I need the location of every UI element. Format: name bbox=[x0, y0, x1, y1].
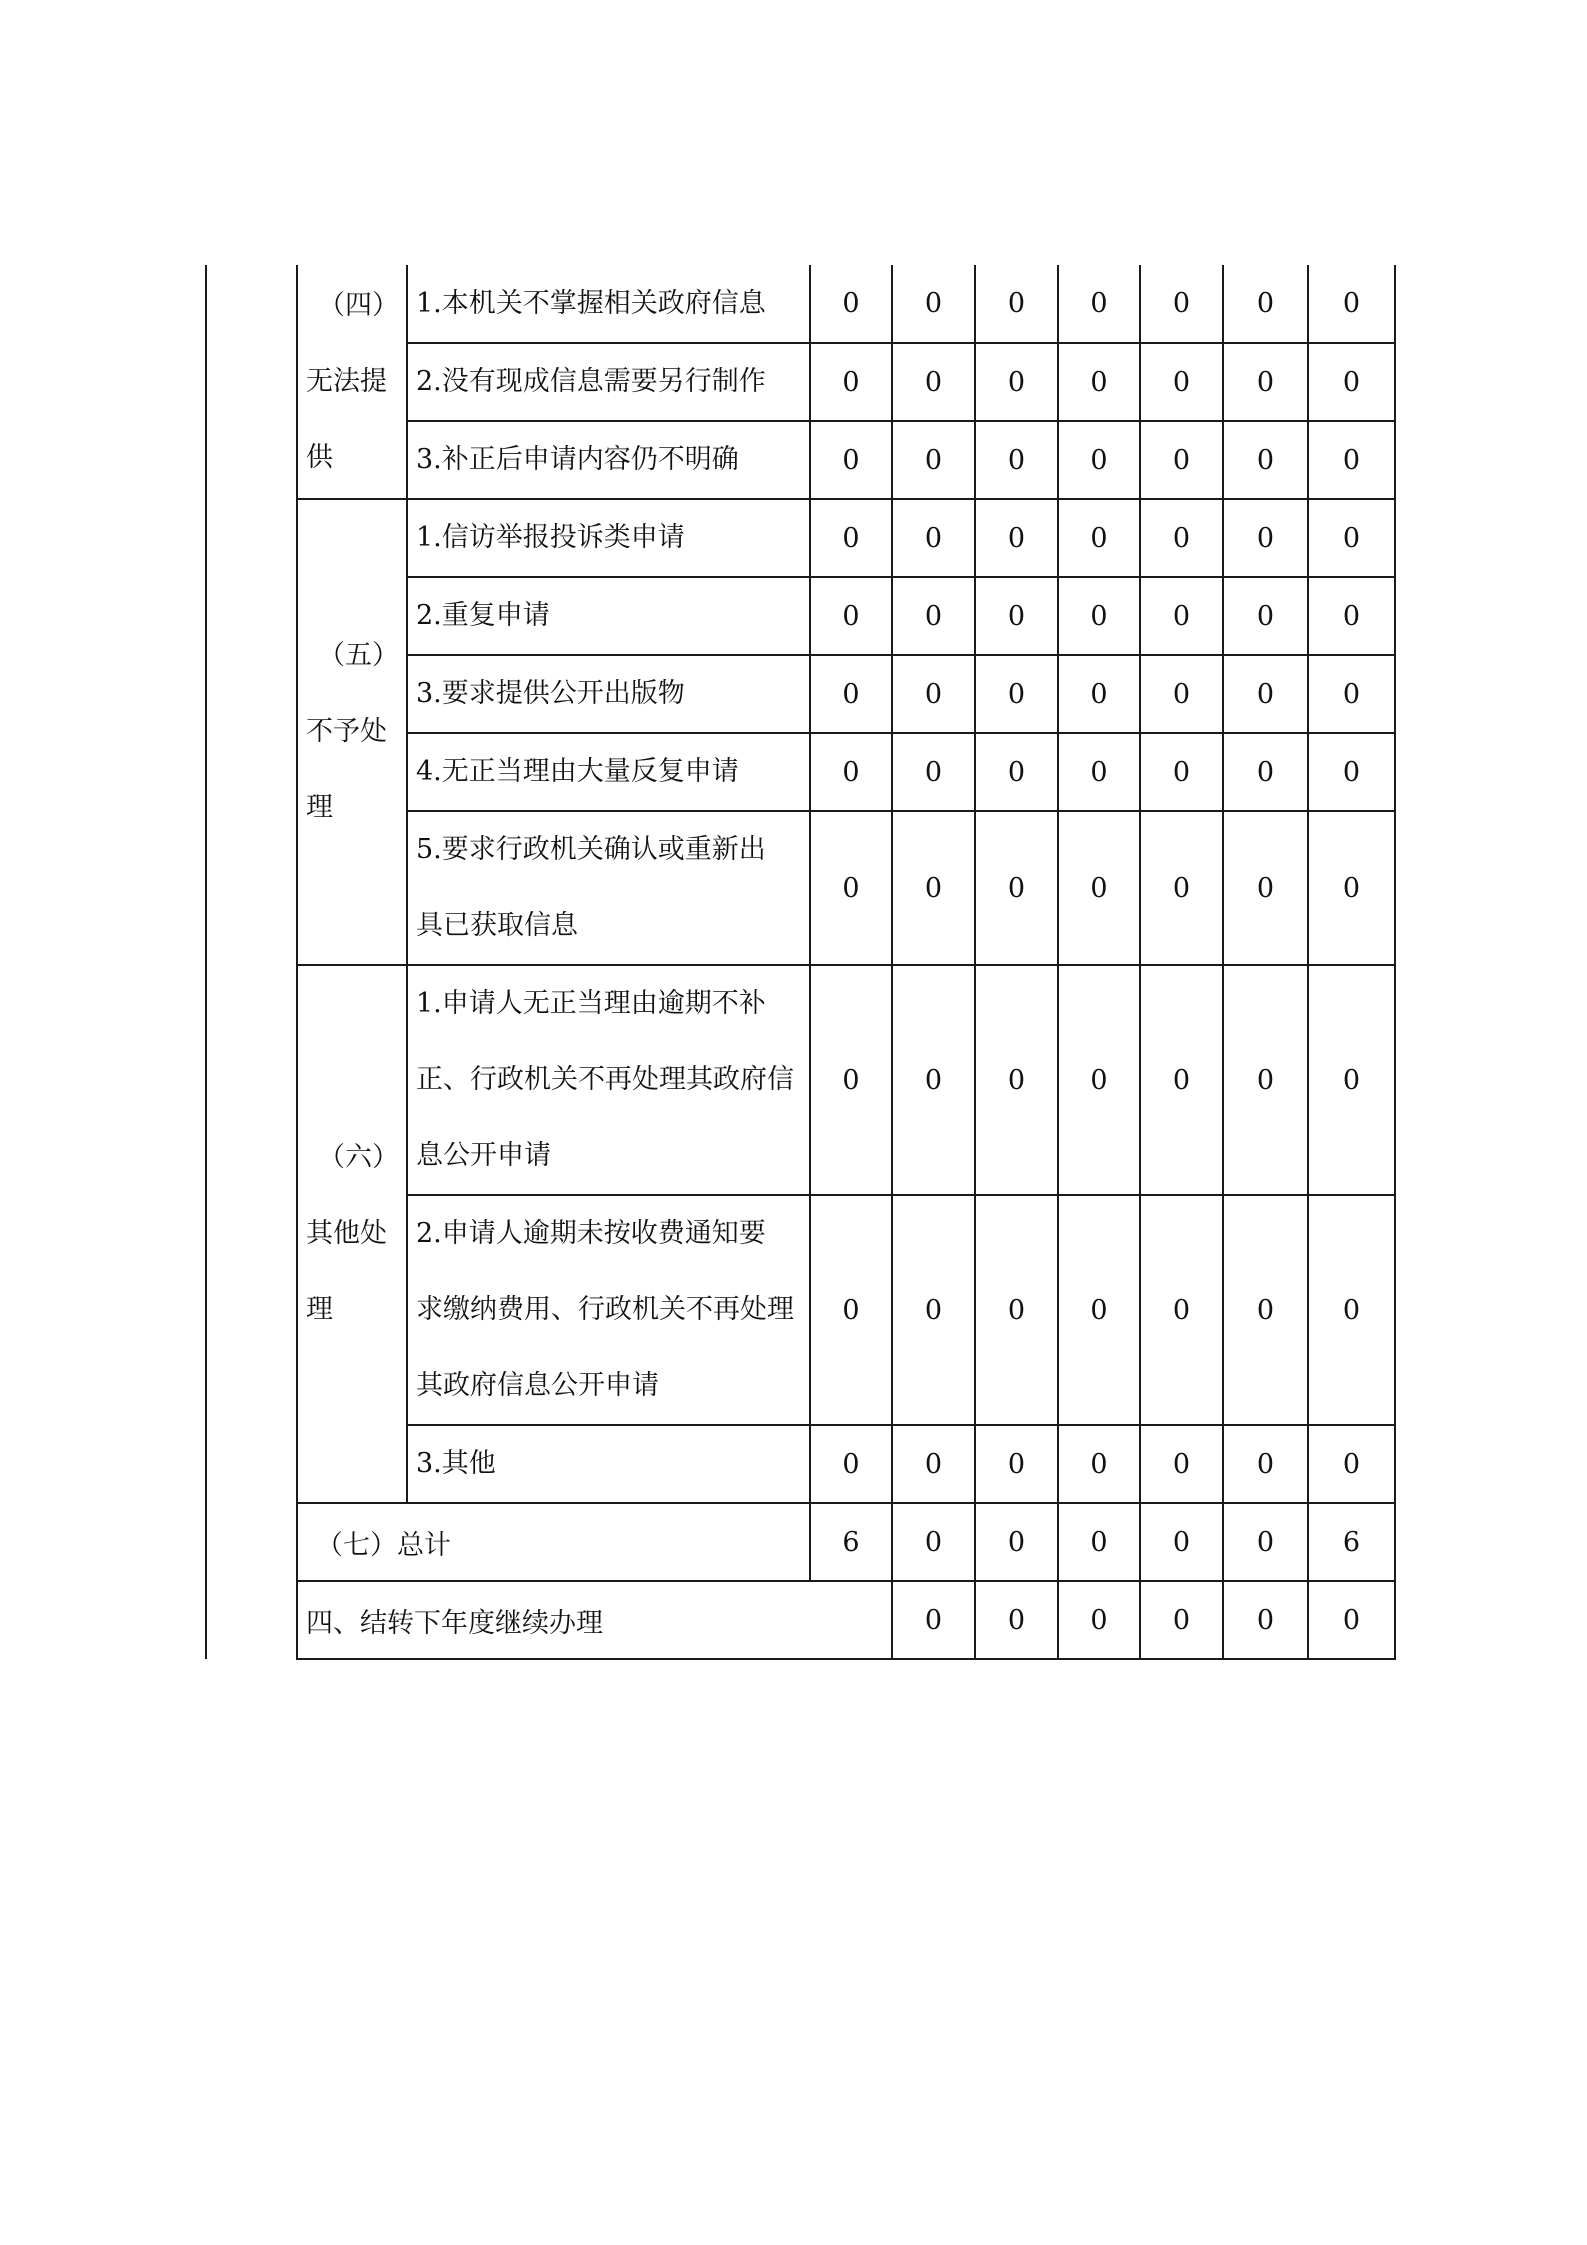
value-cell: 0 bbox=[1308, 499, 1395, 577]
table-row-total bbox=[206, 1503, 1395, 1581]
value-cell: 0 bbox=[975, 265, 1058, 343]
table-row-carry-over bbox=[206, 1581, 1395, 1659]
value-cell: 0 bbox=[810, 965, 892, 1195]
row-label-line: 具已获取信息 bbox=[416, 910, 578, 941]
outer-category-cell bbox=[206, 265, 297, 1659]
row-label: 1.本机关不掌握相关政府信息 bbox=[407, 265, 810, 343]
value-cell: 0 bbox=[810, 1195, 892, 1425]
value-cell: 0 bbox=[1058, 811, 1140, 965]
value-cell: 0 bbox=[1223, 577, 1308, 655]
row-label-line: 正、行政机关不再处理其政府信 bbox=[416, 1064, 794, 1095]
value-cell: 0 bbox=[1308, 577, 1395, 655]
row-label-line: 息公开申请 bbox=[416, 1140, 551, 1171]
value-cell: 0 bbox=[1058, 965, 1140, 1195]
value-cell: 0 bbox=[1308, 733, 1395, 811]
value-cell: 0 bbox=[1058, 265, 1140, 343]
value-cell: 0 bbox=[1308, 811, 1395, 965]
value-cell: 0 bbox=[1223, 343, 1308, 421]
value-cell: 6 bbox=[810, 1503, 892, 1581]
value-cell: 0 bbox=[892, 265, 975, 343]
value-cell: 0 bbox=[975, 499, 1058, 577]
value-cell: 0 bbox=[1058, 1503, 1140, 1581]
row-label: 2.没有现成信息需要另行制作 bbox=[407, 343, 810, 421]
table-row bbox=[206, 965, 1395, 1195]
value-cell: 0 bbox=[1223, 1581, 1308, 1659]
value-cell: 0 bbox=[1308, 655, 1395, 733]
value-cell: 0 bbox=[1058, 1425, 1140, 1503]
row-label: 4.无正当理由大量反复申请 bbox=[407, 733, 810, 811]
value-cell: 0 bbox=[1058, 577, 1140, 655]
value-cell: 0 bbox=[1058, 343, 1140, 421]
group-label-line: 供 bbox=[306, 441, 333, 473]
value-cell: 0 bbox=[892, 499, 975, 577]
value-cell: 0 bbox=[1140, 265, 1223, 343]
value-cell: 0 bbox=[810, 577, 892, 655]
value-cell: 0 bbox=[975, 343, 1058, 421]
value-cell: 0 bbox=[810, 499, 892, 577]
table-row bbox=[206, 499, 1395, 577]
value-cell: 0 bbox=[1223, 499, 1308, 577]
value-cell: 0 bbox=[892, 1425, 975, 1503]
value-cell: 0 bbox=[1308, 1425, 1395, 1503]
value-cell: 0 bbox=[892, 733, 975, 811]
value-cell: 0 bbox=[1140, 499, 1223, 577]
group-label-line: （四） bbox=[318, 289, 399, 321]
value-cell: 0 bbox=[975, 1581, 1058, 1659]
row-label: 1.信访举报投诉类申请 bbox=[407, 499, 810, 577]
value-cell: 0 bbox=[1058, 1195, 1140, 1425]
value-cell: 0 bbox=[810, 421, 892, 499]
value-cell: 0 bbox=[1058, 733, 1140, 811]
value-cell: 0 bbox=[1140, 1425, 1223, 1503]
value-cell: 0 bbox=[1223, 265, 1308, 343]
group-label-line: 理 bbox=[306, 1294, 333, 1325]
value-cell: 0 bbox=[975, 733, 1058, 811]
value-cell: 0 bbox=[1308, 1195, 1395, 1425]
value-cell: 0 bbox=[975, 965, 1058, 1195]
group-label-line: 无法提 bbox=[306, 365, 387, 397]
row-label: 2.重复申请 bbox=[407, 577, 810, 655]
value-cell: 0 bbox=[892, 1581, 975, 1659]
value-cell: 0 bbox=[892, 421, 975, 499]
value-cell: 0 bbox=[1140, 1581, 1223, 1659]
row-label bbox=[407, 811, 810, 965]
value-cell: 0 bbox=[975, 421, 1058, 499]
value-cell: 0 bbox=[1140, 811, 1223, 965]
value-cell: 0 bbox=[1058, 499, 1140, 577]
value-cell: 0 bbox=[892, 655, 975, 733]
value-cell: 0 bbox=[810, 1425, 892, 1503]
value-cell: 0 bbox=[892, 811, 975, 965]
group-label-line: （六） bbox=[318, 1142, 399, 1173]
value-cell: 0 bbox=[1223, 733, 1308, 811]
row-label-line: 2.申请人逾期未按收费通知要 bbox=[416, 1218, 766, 1249]
group-label-line: 不予处 bbox=[306, 716, 387, 747]
row-label: 3.其他 bbox=[407, 1425, 810, 1503]
value-cell: 0 bbox=[1140, 1503, 1223, 1581]
value-cell: 0 bbox=[892, 577, 975, 655]
value-cell: 0 bbox=[1308, 1581, 1395, 1659]
table-row bbox=[206, 265, 1395, 343]
value-cell: 0 bbox=[1140, 421, 1223, 499]
value-cell: 0 bbox=[1140, 1195, 1223, 1425]
value-cell: 0 bbox=[1140, 733, 1223, 811]
value-cell: 0 bbox=[892, 1503, 975, 1581]
group-label-cell bbox=[297, 965, 407, 1503]
value-cell: 0 bbox=[810, 733, 892, 811]
value-cell: 0 bbox=[1140, 577, 1223, 655]
row-label-line: 求缴纳费用、行政机关不再处理 bbox=[416, 1294, 794, 1325]
value-cell: 0 bbox=[1058, 421, 1140, 499]
value-cell: 0 bbox=[1140, 655, 1223, 733]
value-cell: 0 bbox=[810, 655, 892, 733]
row-label bbox=[407, 965, 810, 1195]
value-cell: 0 bbox=[1223, 1195, 1308, 1425]
group-label-line: 其他处 bbox=[306, 1218, 387, 1249]
value-cell: 0 bbox=[1223, 1503, 1308, 1581]
value-cell: 0 bbox=[1140, 343, 1223, 421]
row-label-line: 1.申请人无正当理由逾期不补 bbox=[416, 988, 766, 1019]
group-label-cell bbox=[297, 265, 407, 499]
row-label-line: 其政府信息公开申请 bbox=[416, 1370, 659, 1401]
row-label: 3.补正后申请内容仍不明确 bbox=[407, 421, 810, 499]
value-cell: 0 bbox=[1308, 265, 1395, 343]
row-label bbox=[407, 1195, 810, 1425]
value-cell: 0 bbox=[810, 811, 892, 965]
value-cell: 0 bbox=[975, 577, 1058, 655]
value-cell: 0 bbox=[1140, 965, 1223, 1195]
value-cell: 0 bbox=[892, 343, 975, 421]
value-cell: 0 bbox=[892, 1195, 975, 1425]
value-cell: 0 bbox=[810, 343, 892, 421]
value-cell: 0 bbox=[1223, 421, 1308, 499]
value-cell: 0 bbox=[1223, 1425, 1308, 1503]
carry-over-label: 四、结转下年度继续办理 bbox=[297, 1581, 892, 1659]
value-cell: 0 bbox=[975, 655, 1058, 733]
statistics-table bbox=[205, 265, 1396, 1660]
value-cell: 0 bbox=[1308, 343, 1395, 421]
value-cell: 0 bbox=[975, 811, 1058, 965]
value-cell: 0 bbox=[892, 965, 975, 1195]
row-label-line: 5.要求行政机关确认或重新出 bbox=[416, 834, 766, 865]
group-label-line: 理 bbox=[306, 792, 333, 823]
value-cell: 0 bbox=[975, 1195, 1058, 1425]
value-cell: 0 bbox=[1308, 421, 1395, 499]
value-cell: 0 bbox=[975, 1503, 1058, 1581]
group-label-cell bbox=[297, 499, 407, 965]
value-cell: 0 bbox=[1223, 811, 1308, 965]
value-cell: 0 bbox=[975, 1425, 1058, 1503]
group-label-line: （五） bbox=[318, 640, 399, 671]
value-cell: 0 bbox=[810, 265, 892, 343]
value-cell: 0 bbox=[1223, 965, 1308, 1195]
value-cell: 0 bbox=[1058, 655, 1140, 733]
value-cell: 6 bbox=[1308, 1503, 1395, 1581]
total-label: （七）总计 bbox=[297, 1503, 810, 1581]
row-label: 3.要求提供公开出版物 bbox=[407, 655, 810, 733]
value-cell: 0 bbox=[1058, 1581, 1140, 1659]
value-cell: 0 bbox=[1223, 655, 1308, 733]
value-cell: 0 bbox=[1308, 965, 1395, 1195]
